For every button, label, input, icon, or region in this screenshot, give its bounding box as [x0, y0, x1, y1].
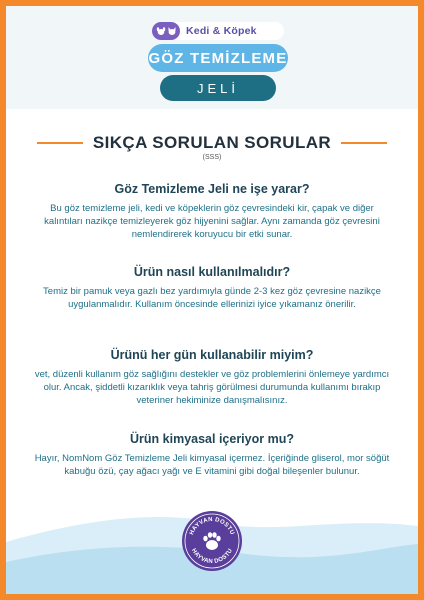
faq-answer: Temiz bir pamuk veya gazlı bez yardımıyla günde 2-3 kez göz çevresine nazikçe uygulanmalıdır. Kullanım öncesinde ellerinizi iyice yıkamanız önerilir. — [43, 286, 381, 310]
faq-answer: Bu göz temizleme jeli, kedi ve köpeklerin göz çevresindeki kir, çapak ve diğer kalıntıları nazikçe temizleyerek göz hijyenini sağlar. Aynı zamanda göz çevresini nemlendirerek koruyucu bir etki sunar. — [44, 203, 380, 240]
faq-heading — [6, 133, 418, 153]
faq-item — [30, 182, 394, 241]
svg-text:HAYVAN DOSTU: HAYVAN DOSTU — [189, 547, 235, 566]
header-banner — [6, 6, 418, 109]
pet-badge — [152, 22, 180, 40]
faq-question: Ürün nasıl kullanılmalıdır? — [133, 265, 291, 279]
faq-question: Ürün kimyasal içeriyor mu? — [130, 432, 294, 446]
brand-pill — [152, 22, 284, 40]
product-title: GÖZ TEMİZLEME — [148, 44, 288, 72]
faq-item — [30, 348, 394, 407]
faq-answer: Hayır, NomNom Göz Temizleme Jeli kimyasal içermez. İçeriğinde gliserol, mor söğüt kabuğu özü, çay ağacı yağı ve E vitamini gibi doğal bileşenler bulunur. — [34, 453, 390, 477]
faq-question: Ürünü her gün kullanabilir miyim? — [110, 348, 314, 362]
faq-item — [30, 265, 394, 311]
product-subtitle: JELİ — [160, 75, 276, 101]
faq-answer: vet, düzenli kullanım göz sağlığını destekler ve göz problemlerini önlemeye yardımcı olur. Ancak, şiddetli kızarıklık veya tahriş görülmesi durumunda kullanımı bırakıp veteriner hekiminize danışmalısınız. — [34, 369, 390, 406]
heading-rule-left — [37, 142, 83, 144]
animal-friendly-badge — [181, 510, 243, 572]
svg-text:HAYVAN DOSTU: HAYVAN DOSTU — [189, 516, 235, 536]
product-logo — [148, 22, 288, 104]
heading-rule-right — [341, 142, 387, 144]
faq-title: SIKÇA SORULAN SORULAR — [92, 133, 332, 152]
faq-item — [30, 432, 394, 478]
cat-icon — [167, 26, 177, 36]
faq-subtitle: (SSS) — [202, 154, 222, 161]
brand-label: Kedi & Köpek — [186, 25, 257, 37]
faq-question: Göz Temizleme Jeli ne işe yarar? — [114, 182, 310, 196]
dog-icon — [156, 26, 166, 36]
